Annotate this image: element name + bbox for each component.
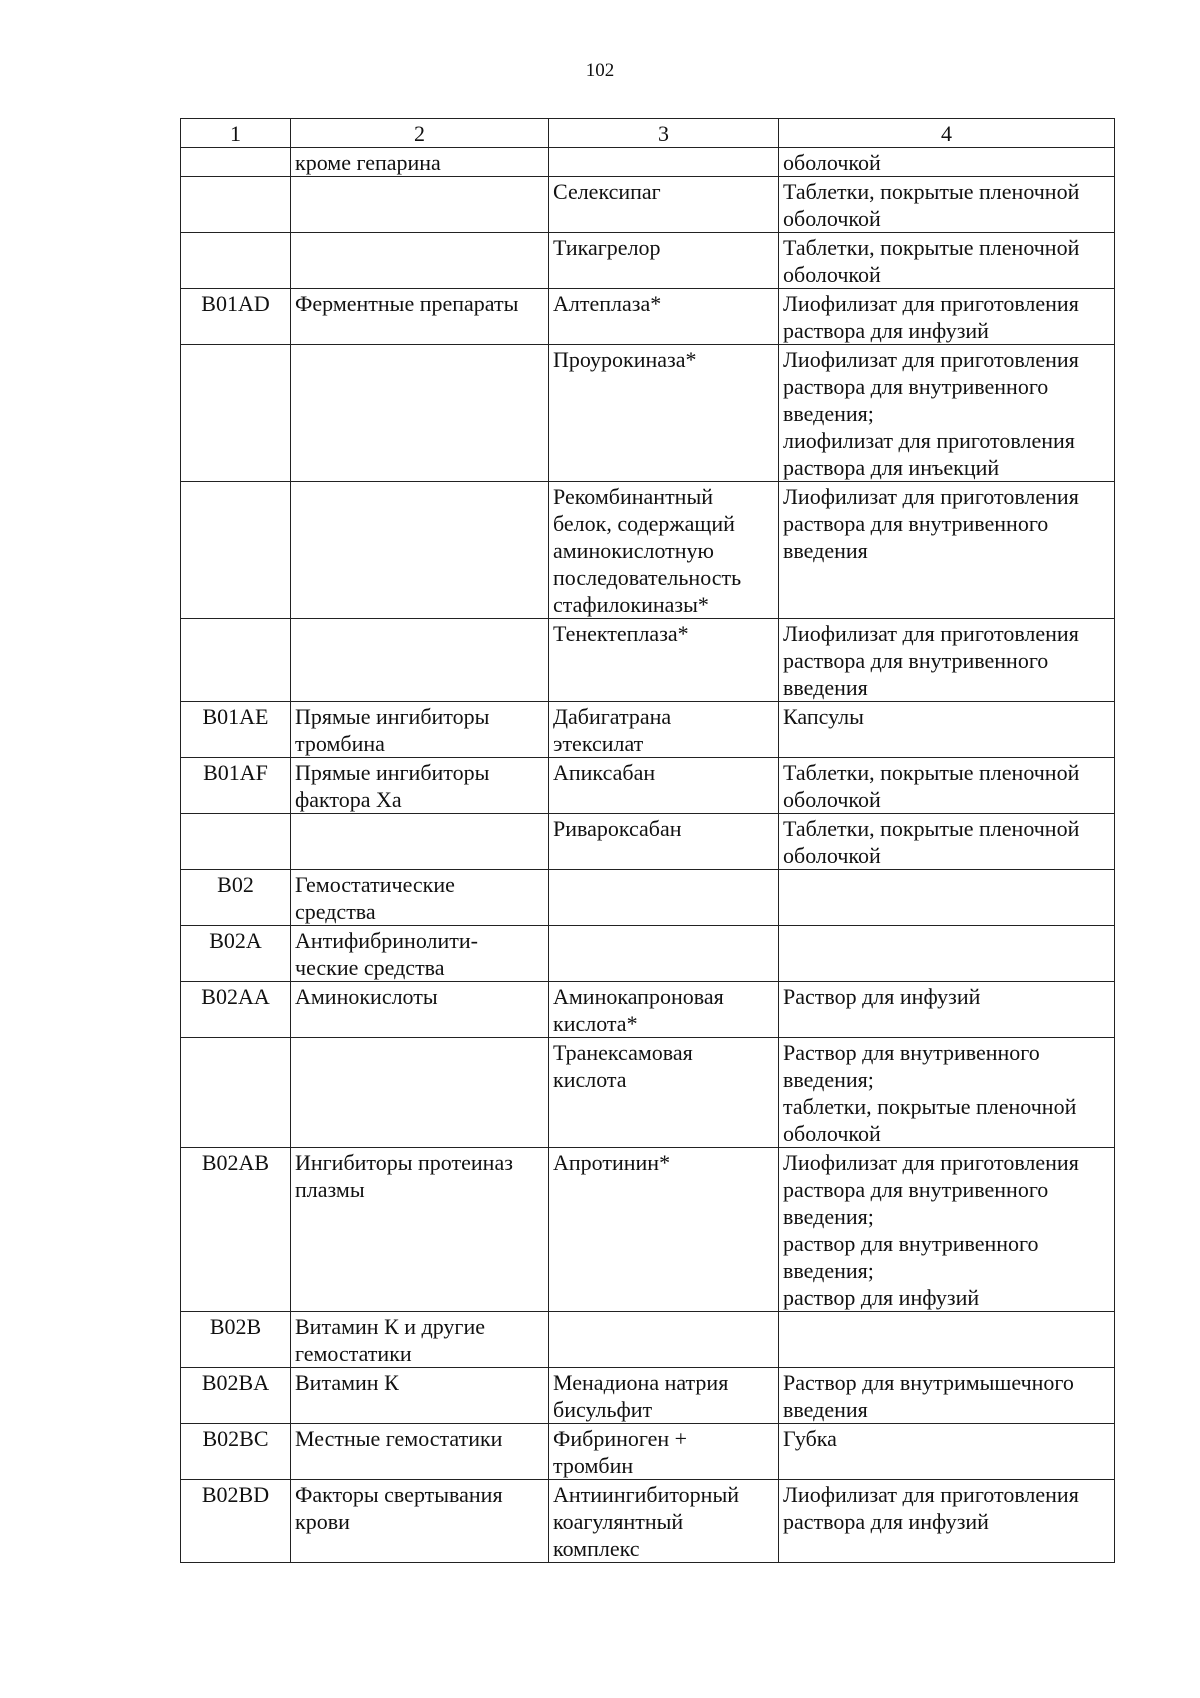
group-name-cell: Прямые ингибиторы фактора Ха bbox=[291, 758, 549, 814]
header-cell: 3 bbox=[549, 119, 779, 148]
dosage-form-cell: оболочкой bbox=[779, 148, 1115, 177]
dosage-form-cell: Раствор для внутримышечного введения bbox=[779, 1368, 1115, 1424]
table-row bbox=[181, 1424, 1115, 1480]
drug-name-cell: Тенектеплаза* bbox=[549, 619, 779, 702]
group-name-cell: Ферментные препараты bbox=[291, 289, 549, 345]
drug-name-cell: Антиингибиторный коагулянтный комплекс bbox=[549, 1480, 779, 1563]
table-row bbox=[181, 702, 1115, 758]
drug-name-cell bbox=[549, 870, 779, 926]
group-name-cell: Факторы свертывания крови bbox=[291, 1480, 549, 1563]
table-row bbox=[181, 982, 1115, 1038]
drug-name-cell: Проурокиназа* bbox=[549, 345, 779, 482]
atc-code-cell bbox=[181, 177, 291, 233]
atc-code-cell: B02 bbox=[181, 870, 291, 926]
dosage-form-cell: Губка bbox=[779, 1424, 1115, 1480]
group-name-cell: Ингибиторы протеиназ плазмы bbox=[291, 1148, 549, 1312]
dosage-form-cell: Лиофилизат для приготовления раствора для внутривенного введения bbox=[779, 482, 1115, 619]
table-row bbox=[181, 870, 1115, 926]
drug-name-cell: Транексамовая кислота bbox=[549, 1038, 779, 1148]
drug-name-cell: Менадиона натрия бисульфит bbox=[549, 1368, 779, 1424]
table-row bbox=[181, 345, 1115, 482]
atc-code-cell bbox=[181, 814, 291, 870]
table-row bbox=[181, 1368, 1115, 1424]
header-cell: 2 bbox=[291, 119, 549, 148]
dosage-form-cell bbox=[779, 926, 1115, 982]
drug-table bbox=[180, 118, 1115, 1563]
group-name-cell bbox=[291, 177, 549, 233]
drug-name-cell: Дабигатрана этексилат bbox=[549, 702, 779, 758]
atc-code-cell: B01AE bbox=[181, 702, 291, 758]
atc-code-cell bbox=[181, 1038, 291, 1148]
dosage-form-cell: Лиофилизат для приготовления раствора для инфузий bbox=[779, 1480, 1115, 1563]
drug-name-cell: Фибриноген + тромбин bbox=[549, 1424, 779, 1480]
atc-code-cell: B02AA bbox=[181, 982, 291, 1038]
dosage-form-cell: Раствор для внутривенного введения; таблетки, покрытые пленочной оболочкой bbox=[779, 1038, 1115, 1148]
drug-name-cell: Апротинин* bbox=[549, 1148, 779, 1312]
group-name-cell: Местные гемостатики bbox=[291, 1424, 549, 1480]
group-name-cell: кроме гепарина bbox=[291, 148, 549, 177]
drug-name-cell: Аминокапроновая кислота* bbox=[549, 982, 779, 1038]
atc-code-cell bbox=[181, 482, 291, 619]
drug-name-cell: Ривароксабан bbox=[549, 814, 779, 870]
dosage-form-cell: Лиофилизат для приготовления раствора для внутривенного введения; раствор для внутривенного введения; раствор для инфузий bbox=[779, 1148, 1115, 1312]
table-row bbox=[181, 1480, 1115, 1563]
atc-code-cell bbox=[181, 148, 291, 177]
table-row bbox=[181, 289, 1115, 345]
group-name-cell: Гемостатические средства bbox=[291, 870, 549, 926]
table-row bbox=[181, 1038, 1115, 1148]
drug-name-cell: Селексипаг bbox=[549, 177, 779, 233]
atc-code-cell: B02BD bbox=[181, 1480, 291, 1563]
table-row bbox=[181, 177, 1115, 233]
drug-name-cell: Апиксабан bbox=[549, 758, 779, 814]
dosage-form-cell: Раствор для инфузий bbox=[779, 982, 1115, 1038]
group-name-cell: Витамин К bbox=[291, 1368, 549, 1424]
table-row bbox=[181, 1148, 1115, 1312]
group-name-cell: Прямые ингибиторы тромбина bbox=[291, 702, 549, 758]
dosage-form-cell: Таблетки, покрытые пленочной оболочкой bbox=[779, 177, 1115, 233]
dosage-form-cell: Лиофилизат для приготовления раствора для инфузий bbox=[779, 289, 1115, 345]
drug-name-cell: Алтеплаза* bbox=[549, 289, 779, 345]
table-row bbox=[181, 926, 1115, 982]
atc-code-cell: B02A bbox=[181, 926, 291, 982]
group-name-cell bbox=[291, 482, 549, 619]
group-name-cell: Аминокислоты bbox=[291, 982, 549, 1038]
table-header-row bbox=[181, 119, 1115, 148]
header-cell: 4 bbox=[779, 119, 1115, 148]
dosage-form-cell: Лиофилизат для приготовления раствора для внутривенного введения bbox=[779, 619, 1115, 702]
dosage-form-cell: Таблетки, покрытые пленочной оболочкой bbox=[779, 814, 1115, 870]
table-row bbox=[181, 233, 1115, 289]
group-name-cell bbox=[291, 345, 549, 482]
header-cell: 1 bbox=[181, 119, 291, 148]
drug-name-cell: Тикагрелор bbox=[549, 233, 779, 289]
group-name-cell bbox=[291, 1038, 549, 1148]
table-row bbox=[181, 619, 1115, 702]
atc-code-cell bbox=[181, 345, 291, 482]
group-name-cell: Витамин К и другие гемостатики bbox=[291, 1312, 549, 1368]
group-name-cell: Антифибринолити- ческие средства bbox=[291, 926, 549, 982]
group-name-cell bbox=[291, 619, 549, 702]
group-name-cell bbox=[291, 233, 549, 289]
table-row bbox=[181, 148, 1115, 177]
atc-code-cell: B02BA bbox=[181, 1368, 291, 1424]
drug-name-cell: Рекомбинантный белок, содержащий аминокислотную последовательность стафилокиназы* bbox=[549, 482, 779, 619]
drug-name-cell bbox=[549, 926, 779, 982]
page-number: 102 bbox=[585, 60, 615, 81]
atc-code-cell: B02BC bbox=[181, 1424, 291, 1480]
dosage-form-cell: Таблетки, покрытые пленочной оболочкой bbox=[779, 758, 1115, 814]
atc-code-cell: B01AD bbox=[181, 289, 291, 345]
atc-code-cell: B01AF bbox=[181, 758, 291, 814]
group-name-cell bbox=[291, 814, 549, 870]
dosage-form-cell bbox=[779, 1312, 1115, 1368]
atc-code-cell: B02AB bbox=[181, 1148, 291, 1312]
dosage-form-cell: Таблетки, покрытые пленочной оболочкой bbox=[779, 233, 1115, 289]
dosage-form-cell: Лиофилизат для приготовления раствора для внутривенного введения; лиофилизат для приготовления раствора для инъекций bbox=[779, 345, 1115, 482]
table-row bbox=[181, 482, 1115, 619]
dosage-form-cell: Капсулы bbox=[779, 702, 1115, 758]
table-row bbox=[181, 758, 1115, 814]
atc-code-cell: B02B bbox=[181, 1312, 291, 1368]
dosage-form-cell bbox=[779, 870, 1115, 926]
table-row bbox=[181, 1312, 1115, 1368]
table-row bbox=[181, 814, 1115, 870]
atc-code-cell bbox=[181, 619, 291, 702]
drug-name-cell bbox=[549, 1312, 779, 1368]
drug-name-cell bbox=[549, 148, 779, 177]
atc-code-cell bbox=[181, 233, 291, 289]
